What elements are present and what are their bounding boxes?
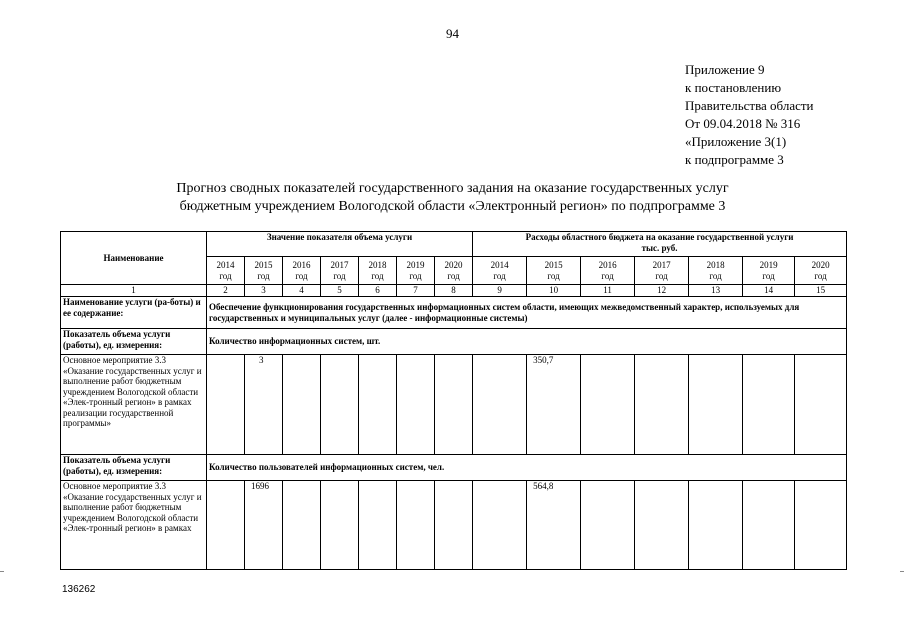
- volume-cell: [435, 355, 473, 455]
- cost-cell: [473, 355, 527, 455]
- column-number: 6: [359, 285, 397, 297]
- column-number: 11: [581, 285, 635, 297]
- header-cost-line: Расходы областного бюджета на оказание государственной услуги: [525, 232, 794, 242]
- service-name-value: Обеспечение функционирования государственных информационных систем области, имеющих межведомственный характер, используемых для государственных и муниципальных услуг (далее - информационные системы): [207, 297, 847, 329]
- column-number: 12: [635, 285, 689, 297]
- year-header: 2016 год: [283, 257, 321, 285]
- indicator-value: Количество пользователей информационных систем, чел.: [207, 455, 847, 481]
- cost-cell: [743, 481, 795, 570]
- measure-label: Основное мероприятие 3.3 «Оказание государственных услуг и выполнение работ бюджетным учреждением Вологодской области «Элек-тронный регион» в рамках: [61, 481, 207, 570]
- indicator-label: Показатель объема услуги (работы), ед. измерения:: [61, 329, 207, 355]
- cost-cell: 350,7: [527, 355, 581, 455]
- header-name: Наименование: [61, 232, 207, 285]
- year-header: 2014 год: [473, 257, 527, 285]
- year-header: 2019 год: [743, 257, 795, 285]
- forecast-table: [60, 231, 847, 570]
- volume-cell: [359, 481, 397, 570]
- year-header: 2020 год: [795, 257, 847, 285]
- appendix-line: «Приложение 3(1): [685, 134, 787, 149]
- appendix-line: Приложение 9: [685, 62, 765, 77]
- indicator-value: Количество информационных систем, шт.: [207, 329, 847, 355]
- volume-cell: [207, 355, 245, 455]
- appendix-block: [685, 61, 814, 169]
- year-header: 2016 год: [581, 257, 635, 285]
- column-number: 5: [321, 285, 359, 297]
- document-code: 136262: [62, 584, 96, 595]
- year-header: 2019 год: [397, 257, 435, 285]
- column-number: 2: [207, 285, 245, 297]
- cost-cell: [581, 355, 635, 455]
- year-header: 2014 год: [207, 257, 245, 285]
- appendix-line: к постановлению: [685, 80, 782, 95]
- year-header: 2018 год: [689, 257, 743, 285]
- year-header: 2015 год: [527, 257, 581, 285]
- title-line: бюджетным учреждением Вологодской области «Электронный регион» по подпрограмме 3: [179, 199, 726, 214]
- volume-cell: [435, 481, 473, 570]
- column-number: 4: [283, 285, 321, 297]
- cost-cell: [635, 355, 689, 455]
- cost-cell: [743, 355, 795, 455]
- appendix-line: Правительства области: [685, 98, 814, 113]
- column-number: 13: [689, 285, 743, 297]
- page-number: 94: [446, 26, 459, 41]
- cost-cell: [689, 481, 743, 570]
- cost-cell: 564,8: [527, 481, 581, 570]
- volume-cell: [321, 355, 359, 455]
- header-cost-unit: тыс. руб.: [641, 242, 678, 253]
- cost-cell: [635, 481, 689, 570]
- year-header: 2017 год: [321, 257, 359, 285]
- appendix-line: От 09.04.2018 № 316: [685, 116, 801, 131]
- header-volume-group: Значение показателя объема услуги: [207, 232, 473, 257]
- service-name-label: Наименование услуги (ра-боты) и ее содержание:: [61, 297, 207, 329]
- cost-cell: [581, 481, 635, 570]
- year-header: 2020 год: [435, 257, 473, 285]
- scan-edge-mark: [0, 571, 4, 572]
- measure-label: Основное мероприятие 3.3 «Оказание государственных услуг и выполнение работ бюджетным учреждением Вологодской области «Элек-тронный регион» в рамках реализации государственной программы»: [61, 355, 207, 455]
- column-number: 1: [61, 285, 207, 297]
- column-number: 9: [473, 285, 527, 297]
- cost-cell: [795, 355, 847, 455]
- volume-cell: [283, 355, 321, 455]
- column-number: 7: [397, 285, 435, 297]
- volume-cell: [321, 481, 359, 570]
- volume-cell: [283, 481, 321, 570]
- column-number: 10: [527, 285, 581, 297]
- cost-cell: [795, 481, 847, 570]
- scan-edge-mark: [900, 571, 904, 572]
- column-number: 15: [795, 285, 847, 297]
- year-header: 2018 год: [359, 257, 397, 285]
- year-header: 2017 год: [635, 257, 689, 285]
- volume-cell: [359, 355, 397, 455]
- cost-cell: [689, 355, 743, 455]
- appendix-line: к подпрограмме 3: [685, 152, 784, 167]
- document-title: [0, 180, 905, 216]
- title-line: Прогноз сводных показателей государственного задания на оказание государственных услуг: [176, 181, 729, 196]
- header-cost-group: [473, 232, 847, 257]
- year-header: 2015 год: [245, 257, 283, 285]
- volume-cell: 3: [245, 355, 283, 455]
- cost-cell: [473, 481, 527, 570]
- volume-cell: 1696: [245, 481, 283, 570]
- volume-cell: [397, 481, 435, 570]
- column-number: 14: [743, 285, 795, 297]
- column-number: 8: [435, 285, 473, 297]
- indicator-label: Показатель объема услуги (работы), ед. измерения:: [61, 455, 207, 481]
- volume-cell: [207, 481, 245, 570]
- volume-cell: [397, 355, 435, 455]
- column-number: 3: [245, 285, 283, 297]
